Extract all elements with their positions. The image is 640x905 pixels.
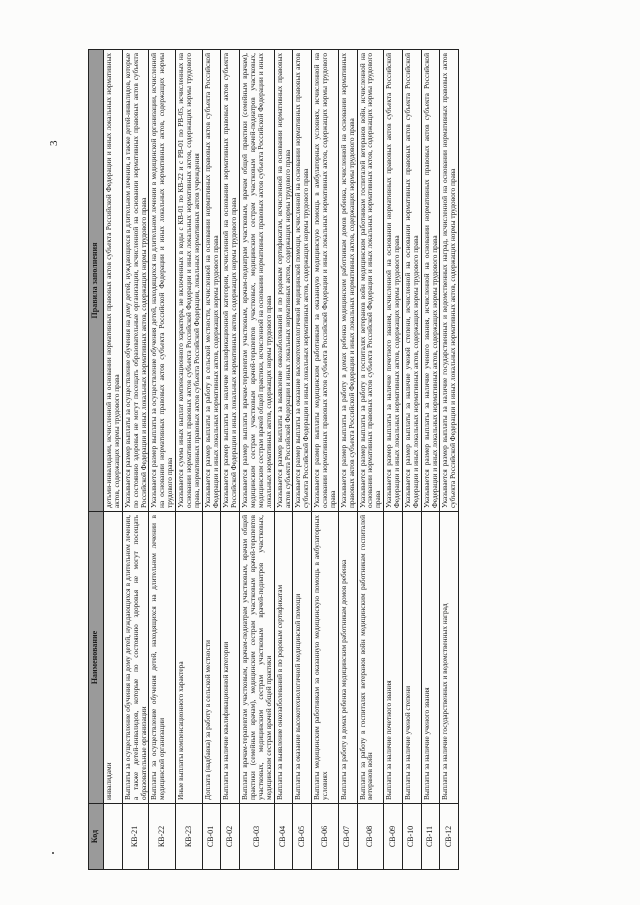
row-rule: Указывается размер выплаты за наличие квалификационной категории, исчисленной на основании нормативных правовых актов субъекта Российской Федерации и иных локальных нормативных актов, содержащих нормы трудового права: [221, 50, 240, 512]
row-code: КВ-21: [122, 804, 149, 870]
row-rule: Указывается размер выплаты за выявление онкозаболеваний и по родовым сертификатам, исчисленной на основании нормативных правовых актов субъекта Российской Федерации и иных локальных нормативных актов, содержащих нормы трудового права: [274, 50, 293, 512]
table-row: [440, 50, 459, 870]
row-rule: Указывается размер выплаты за работу в домах ребенка медицинским работникам домов ребенка, исчисленной на основании нормативных правовых актов субъекта Российской Федерации и иных локальных нормативных актов, содержащих нормы трудового права: [338, 50, 357, 512]
row-rule: детьми-инвалидами, исчисленной на основании нормативных правовых актов субъекта Российской Федерации и иных локальных нормативных актов, содержащих нормы трудового права: [104, 50, 123, 512]
row-rule: Указывается сумма иных выплат компенсационного характера, не включенных в коды с КВ-01 по КВ-22 и с РВ-01 по РВ-05, исчисленных на основании нормативных правовых актов субъекта Российской Федерации и иных локальных нормативных актов, содержащих нормы трудового права, нормативных правовых актов субъекта Российской Федерации, локальных нормативных актов учреждения: [176, 50, 203, 512]
table-row: [104, 50, 123, 870]
row-rule: Указывается размер выплаты за наличие почетного звания, исчисленной на основании нормативных правовых актов субъекта Российской Федерации и иных локальных нормативных актов, содержащих нормы трудового права: [384, 50, 403, 512]
rotated-table-container: [88, 50, 628, 870]
row-name: Выплаты за наличие квалификационной категории: [221, 512, 240, 804]
table-row: [221, 50, 240, 870]
row-rule: Указывается размер выплаты медицинским работникам за оказанную медицинскую помощь в амбулаторных условиях, исчисленной на основании нормативных правовых актов субъекта Российской Федерации и иных локальных нормативных актов, содержащих нормы трудового права: [312, 50, 339, 512]
header-name: Наименование: [89, 512, 104, 804]
payments-codes-table: [88, 49, 459, 870]
table-row: [312, 50, 339, 870]
row-code: [104, 804, 123, 870]
scan-speck: [52, 852, 54, 854]
row-code: СВ-12: [440, 804, 459, 870]
table-row: [202, 50, 221, 870]
row-rule: Указывается размер выплаты за наличие государственных и ведомственных наград, исчисленной на основании нормативных правовых актов субъекта Российской Федерации и иных локальных нормативных актов, содержащих нормы трудового права: [440, 50, 459, 512]
row-name: Выплаты за работу в домах ребенка медицинским работникам домов ребенка: [338, 512, 357, 804]
table-row: [338, 50, 357, 870]
row-code: СВ-07: [338, 804, 357, 870]
header-code: Код: [89, 804, 104, 870]
row-code: КВ-23: [176, 804, 203, 870]
row-name: инвалидами: [104, 512, 123, 804]
row-rule: Указывается размер выплаты за работу в госпиталях ветеранов войн медицинским работникам госпиталей ветеранов войн, исчисленной на основании нормативных правовых актов субъекта Российской Федерации и иных локальных нормативных актов, содержащих нормы трудового права: [357, 50, 384, 512]
row-name: Выплаты за оказание высокотехнологичной медицинской помощи: [293, 512, 312, 804]
table-row: [421, 50, 440, 870]
row-code: СВ-09: [384, 804, 403, 870]
row-name: Выплаты за наличие государственных и ведомственных наград: [440, 512, 459, 804]
table-row: [240, 50, 275, 870]
table-row: [384, 50, 403, 870]
row-name: Выплаты медицинским работникам за оказанную медицинскую помощь в амбулаторных условиях: [312, 512, 339, 804]
table-row: [274, 50, 293, 870]
row-name: Выплаты врачам-терапевтам участковым, врачам-педиатрам участковым, врачам общей практики (семейным врачам), медицинским сестрам участковым врачей-терапевтов участковых, медицинским сестрам участковым врачей-педиатров участковых, медицинским сестрам врачей общей практики: [240, 512, 275, 804]
row-name: Выплаты за осуществление обучения на дому детей, нуждающихся в длительном лечении, а также детей-инвалидов, которые по состоянию здоровья не могут посещать образовательные организации: [122, 512, 149, 804]
row-rule: Указывается размер выплаты за наличие ученой степени, исчисленной на основании нормативных правовых актов субъекта Российской Федерации и иных локальных нормативных актов, содержащих нормы трудового права: [402, 50, 421, 512]
row-code: СВ-11: [421, 804, 440, 870]
row-rule: Указывается размер выплаты за работу в сельской местности, исчисленной на основании нормативных правовых актов субъекта Российской Федерации и иных локальных нормативных актов, содержащих нормы трудового права: [202, 50, 221, 512]
row-rule: Указывается размер выплаты врачам-терапевтам участковым, врачам-педиатрам участковым, врачам общей практики (семейным врачам), медицинским сестрам участковым врачей-терапевтов участковых, медицинским сестрам участковым врачей-педиатров участковых, медицинским сестрам врачей общей практики, исчисленной на основании нормативных правовых актов субъекта Российской Федерации и иных локальных нормативных актов, содержащих нормы трудового права: [240, 50, 275, 512]
row-code: КВ-22: [149, 804, 176, 870]
row-code: СВ-03: [240, 804, 275, 870]
row-code: СВ-06: [312, 804, 339, 870]
row-code: СВ-10: [402, 804, 421, 870]
row-rule: Указывается размер выплаты за осуществление обучения на дому детей, нуждающихся в длительном лечении, а также детей-инвалидов, которые по состоянию здоровья не могут посещать образовательные организации, исчисленной на основании нормативных правовых актов субъекта Российской Федерации и иных локальных нормативных актов, содержащих нормы трудового права: [122, 50, 149, 512]
row-name: Доплата (надбавка) за работу в сельской местности: [202, 512, 221, 804]
row-name: Выплаты за выявление онкозаболеваний в по родовым сертификатам: [274, 512, 293, 804]
row-code: СВ-08: [357, 804, 384, 870]
table-row: [402, 50, 421, 870]
row-code: СВ-05: [293, 804, 312, 870]
row-name: Выплаты за наличие почетного звания: [384, 512, 403, 804]
row-name: Выплаты за работу в госпиталях ветеранов войн медицинским работникам госпиталей ветеранов войн: [357, 512, 384, 804]
page-number: 3: [48, 140, 60, 146]
row-code: СВ-01: [202, 804, 221, 870]
table-body: [104, 50, 459, 870]
row-rule: Указывается размер выплаты за наличие ученого звания, исчисленной на основании нормативных правовых актов субъекта Российской Федерации и иных локальных нормативных актов, содержащих нормы трудового права: [421, 50, 440, 512]
table-row: [176, 50, 203, 870]
table-row: [122, 50, 149, 870]
table-row: [357, 50, 384, 870]
row-rule: Указывается размер выплаты за осуществление обучения детей, находящихся на длительном лечении в медицинской организации, исчисленной на основании нормативных правовых актов субъекта Российской Федерации и иных локальных нормативных актов, содержащих нормы трудового права: [149, 50, 176, 512]
row-name: Выплаты за осуществление обучения детей, находящихся на длительном лечении в медицинской организации: [149, 512, 176, 804]
table-row: [293, 50, 312, 870]
table-header-row: [89, 50, 104, 870]
header-rule: Правила заполнения: [89, 50, 104, 512]
row-code: СВ-02: [221, 804, 240, 870]
row-name: Выплаты за наличие ученой степени: [402, 512, 421, 804]
row-rule: Указывается размер выплаты за оказание высокотехнологичной медицинской помощи, исчисленной на основании нормативных правовых актов субъекта Российской Федерации и иных локальных нормативных актов, содержащих нормы трудового права: [293, 50, 312, 512]
row-code: СВ-04: [274, 804, 293, 870]
row-name: Иные выплаты компенсационного характера: [176, 512, 203, 804]
row-name: Выплаты за наличие ученого звания: [421, 512, 440, 804]
table-row: [149, 50, 176, 870]
